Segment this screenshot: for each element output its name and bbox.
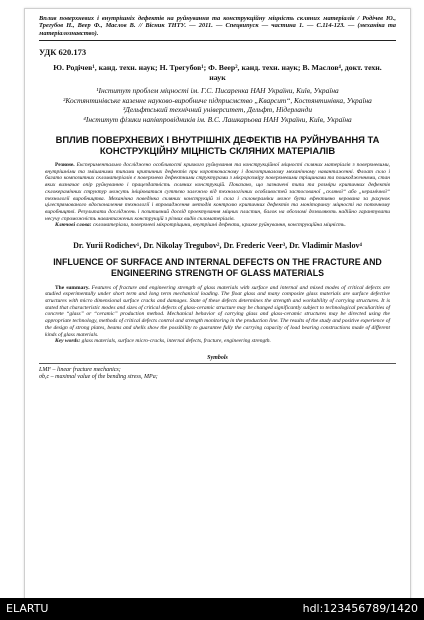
repository-name: ELARTU <box>6 602 49 615</box>
abstract-ua-text: Експериментально досліджено особливості крихкого руйнування та конструкційної міцності скляних матеріалів з поверхневими, внутрішніми та змішаними типами критичних дефектів при короткочасному і довготривалому механічному навантаженні. Флоат скло і багато композитних скломатеріалів є поверхнево дефектними структурами з мікророзміру поверхневими тріщинами та пошкодженнями, стан яких визначає опір руйнуванню і працездатність скляних конструкцій. Показано, що зазначені типи та розміри критичних дефектів склокерамічних структур можуть ініціюватися суттєво залежно від технологічних особливостей застосованої „скляної“ або „керамічної“ технології виробництва. Механічна поведінка скляних конструкцій зі скла і склокераміки може бути ефективно керована за рахунок цілеспрямованого вдосконалення технології і впровадження методів контролю критичних дефектів та моніторингу міцності на поточному виробництві. Результати досліджень і позитивний досвід проектування міцних пластин, балок на обозломі дозволяють надійно гарантувати несучу спроможність навантажених конструкцій з різних видів скломатеріалів. <box>45 162 390 222</box>
udk-code: УДК 620.173 <box>39 47 87 58</box>
keywords-ukrainian <box>45 222 390 229</box>
keywords-ua-label: Ключові слова: <box>55 222 92 229</box>
authors-ukrainian: Ю. Родічев¹, канд. техн. наук; Н. Трегубов¹; Ф. Веер², канд. техн. наук; В. Маслов⁴, докт. техн. наук <box>53 63 382 83</box>
keywords-ua-text: скломатеріали, поверхневі мікротріщини, внутрішні дефекти, крихке руйнування, конструкційна міцність. <box>92 222 346 229</box>
abstract-english <box>45 285 390 339</box>
symbol-item-1: LMF – linear fracture mechanics; <box>39 366 121 373</box>
header-rule <box>39 40 396 41</box>
symbol-item-2: σb,с – maximal value of the bending stress, MPa; <box>39 374 158 381</box>
symbols-rule <box>39 363 396 364</box>
affiliation-1: ¹Інститут проблем міцності ім. Г.С. Писаренка НАН України, Київ, Україна <box>96 86 339 96</box>
affiliation-3: ³Дельфтський технічний університет, Дельфт, Нідерланди <box>122 105 313 115</box>
abstract-en-label: The summary. <box>55 284 90 291</box>
title-english: INFLUENCE OF SURFACE AND INTERNAL DEFECTS ON THE FRACTURE AND ENGINEERING STRENGTH OF GLASS MATERIALS <box>53 257 382 278</box>
affiliations <box>39 86 396 124</box>
keywords-en-label: Key words: <box>55 338 81 345</box>
document-page <box>24 8 411 600</box>
abstract-ua-label: Резюме. <box>55 162 75 168</box>
handle-identifier[interactable]: hdl:123456789/1420 <box>302 602 418 615</box>
title-ukrainian: ВПЛИВ ПОВЕРХНЕВИХ І ВНУТРІШНІХ ДЕФЕКТІВ НА РУЙНУВАННЯ ТА КОНСТРУКЦІЙНУ МІЦНІСТЬ СКЛЯНИХ МАТЕРІАЛІВ <box>55 133 380 156</box>
affiliation-2: ²Костянтинівське казенне науково-виробниче підприємство „Кварсит“, Костянтинівка, Україна <box>63 95 372 105</box>
citation-header: Вплив поверхневих і внутрішніх дефектів на руйнування та конструкційну міцність скляних матеріалів / Родічев Ю., Трегубов Н., Веер Ф., Маслов В. // Вісник ТНТУ. — 2011. — Спецвипуск — частина 1. — С.114-123. — (механіка та матеріалознавство). <box>39 15 396 37</box>
viewer-status-bar <box>0 598 424 620</box>
keywords-english <box>45 338 390 345</box>
affiliation-4: ⁴Інститут фізики напівпровідників ім. В.С. Лашкарьова НАН України, Київ, Україна <box>83 115 352 124</box>
abstract-en-text: Features of fracture and engineering strength of glass materials with surface and internal and mixed modes of critical defects are studied experimentally under short term and long term mechanical loading. The float glass and many composite glass materials are surface defective structures with micro dimensional surface cracks and damages. State of these defects determines the strength and workability of carrying structures. It is stated that characteristic modes and sizes of critical defects of glass-ceramic structure may be changed significantly subject to technological peculiarities of concrete “glass” or “ceramic” production method. Mechanical behavior of carrying glass and glass-ceramic structures may be directed using the appropriate technology, methods of critical defects control and strength monitoring in the production line. The results of the study and positive experience of the design of strong plates, beams and shells show the possibility to guarantee fully the carrying capacity of load bearing constructions made of different kinds of glass materials. <box>45 284 390 338</box>
abstract-ukrainian <box>45 162 390 222</box>
symbols-heading: Symbols <box>207 354 228 361</box>
authors-english: Dr. Yurii Rodichev¹, Dr. Nikolay Tregubov², Dr. Frederic Veer³, Dr. Vladimir Maslov⁴ <box>73 241 362 251</box>
keywords-en-text: glass materials, surface micro-cracks, internal defects, fracture, engineering strength. <box>81 338 271 345</box>
